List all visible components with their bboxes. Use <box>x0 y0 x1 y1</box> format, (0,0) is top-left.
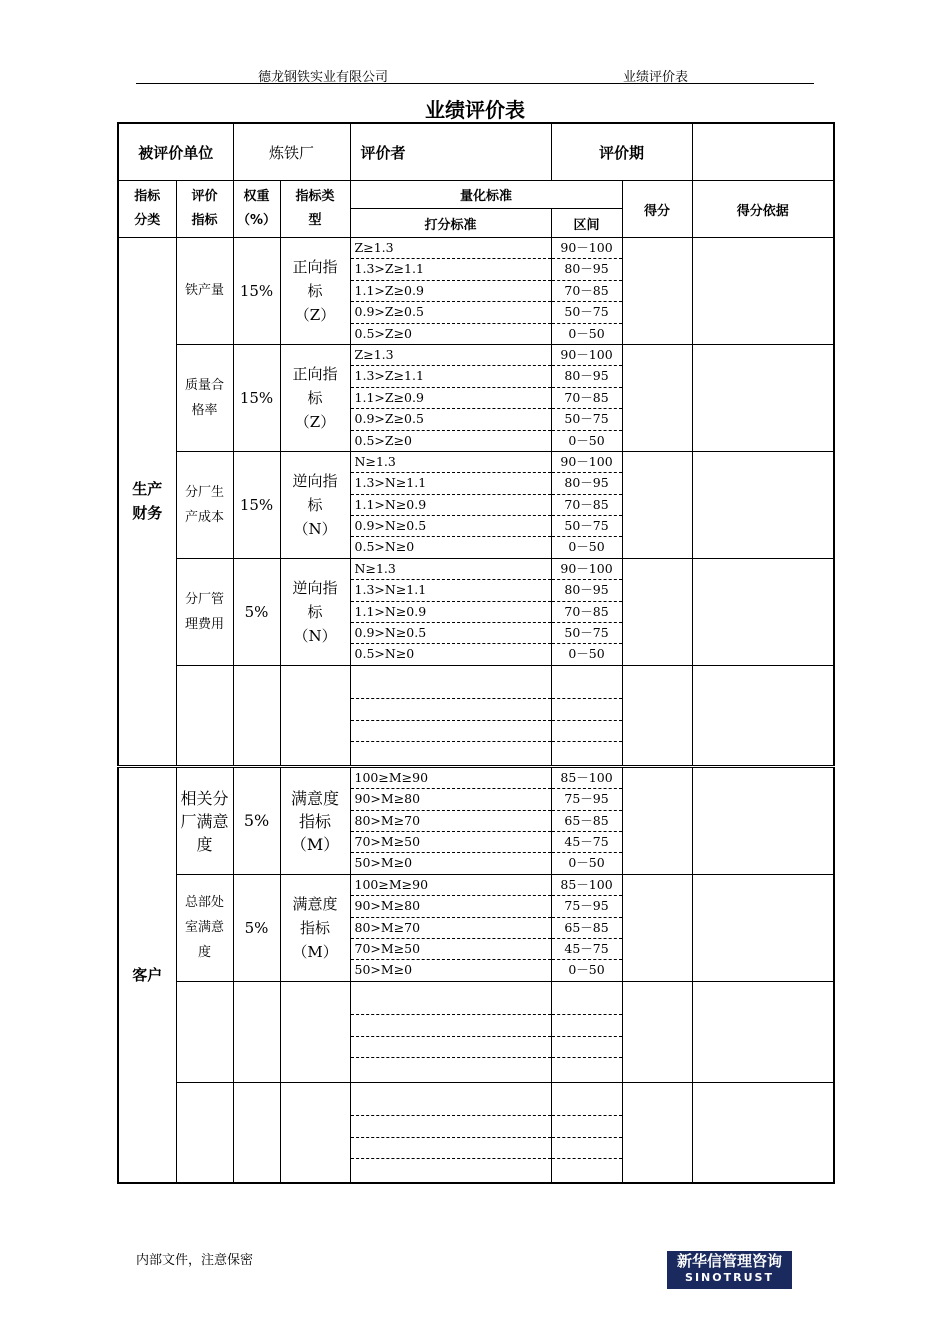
scoring-standard <box>350 451 551 558</box>
indicator-name[interactable] <box>176 981 233 1082</box>
standard-line: 0.9>Z≥0.5 <box>351 302 551 323</box>
indicator-type: 逆向指 标 （N） <box>280 451 350 558</box>
blank-line <box>552 1095 622 1116</box>
blank-line <box>351 1015 551 1036</box>
table-row <box>118 1082 834 1183</box>
weight-value: 5% <box>233 558 280 665</box>
confidential-note: 内部文件，注意保密 <box>136 1253 254 1268</box>
indicator-name[interactable] <box>176 665 233 766</box>
score-cell[interactable] <box>622 451 692 558</box>
standard-line: 65－85 <box>552 811 622 832</box>
standard-line: 0.5>Z≥0 <box>354 432 412 448</box>
blank-line <box>351 1138 551 1159</box>
table-row <box>118 451 834 558</box>
basis-cell[interactable] <box>692 1082 834 1183</box>
blank-line <box>552 1159 622 1179</box>
table-row <box>118 981 834 1082</box>
blank-line <box>552 1138 622 1159</box>
weight-value: 5% <box>233 766 280 874</box>
standard-line: 80－95 <box>552 366 622 387</box>
indicator-type: 满意度 指标 （M） <box>280 766 350 874</box>
weight-value: 15% <box>233 451 280 558</box>
scoring-standard <box>350 874 551 981</box>
standard-line: 65－85 <box>552 918 622 939</box>
column-header-row-1 <box>118 181 834 209</box>
standard-line: 90－100 <box>552 452 622 473</box>
indicator-name: 分厂管 理费用 <box>176 558 233 665</box>
standard-line: 50>M≥0 <box>354 962 413 978</box>
sinotrust-logo: 新华信管理咨询 SINOTRUST <box>667 1251 792 1289</box>
range-values <box>551 766 622 874</box>
standard-line: 1.1>N≥0.9 <box>351 495 551 516</box>
standard-line: 80>M≥70 <box>351 918 551 939</box>
indicator-name: 相关分 厂满意 度 <box>176 766 233 874</box>
indicator-name[interactable] <box>176 1082 233 1183</box>
standard-line: 0－50 <box>568 646 605 662</box>
blank-line <box>552 721 622 742</box>
blank-line <box>552 678 622 699</box>
standard-line: 80－95 <box>552 259 622 280</box>
blank-line <box>351 1058 551 1078</box>
col-scoring: 打分标准 <box>350 209 551 238</box>
range-values[interactable] <box>551 1082 622 1183</box>
score-cell[interactable] <box>622 344 692 451</box>
standard-line: 80－95 <box>552 473 622 494</box>
header-doc-title: 业绩评价表 <box>623 70 689 85</box>
period-value[interactable] <box>692 123 834 181</box>
table-row <box>118 766 834 874</box>
standard-line: 50－75 <box>552 409 622 430</box>
range-values <box>551 558 622 665</box>
blank-line <box>552 1037 622 1058</box>
table-row <box>118 665 834 766</box>
standard-line: 0－50 <box>568 962 605 978</box>
indicator-type: 正向指 标 （Z） <box>280 344 350 451</box>
basis-cell[interactable] <box>692 558 834 665</box>
score-cell[interactable] <box>622 874 692 981</box>
standard-line: 1.1>Z≥0.9 <box>351 281 551 302</box>
range-values[interactable] <box>551 665 622 766</box>
basis-cell[interactable] <box>692 344 834 451</box>
category-production: 生产 财务 <box>118 238 176 767</box>
standard-line: 70－85 <box>552 281 622 302</box>
weight-value[interactable] <box>233 665 280 766</box>
table-row <box>118 238 834 345</box>
indicator-name: 总部处 室满意 度 <box>176 874 233 981</box>
scoring-standard[interactable] <box>350 981 551 1082</box>
standard-line: 1.3>Z≥1.1 <box>351 259 551 280</box>
standard-line: 0－50 <box>568 325 605 341</box>
indicator-name: 铁产量 <box>176 238 233 345</box>
standard-line: 0.5>Z≥0 <box>354 325 412 341</box>
standard-line: 90－100 <box>552 345 622 366</box>
standard-line: 100≥M≥90 <box>351 875 551 896</box>
standard-line: 90>M≥80 <box>351 789 551 810</box>
standard-line: 0.5>N≥0 <box>354 539 415 555</box>
standard-line: 1.1>Z≥0.9 <box>351 388 551 409</box>
standard-line: 90－100 <box>552 238 622 259</box>
indicator-type[interactable] <box>280 665 350 766</box>
standard-line: 50－75 <box>552 516 622 537</box>
blank-line <box>351 994 551 1015</box>
indicator-type: 正向指 标 （Z） <box>280 238 350 345</box>
blank-line <box>552 742 622 762</box>
basis-cell[interactable] <box>692 451 834 558</box>
score-cell[interactable] <box>622 1082 692 1183</box>
standard-line: 0.9>N≥0.5 <box>351 623 551 644</box>
standard-line: 70>M≥50 <box>351 832 551 853</box>
range-values <box>551 238 622 345</box>
basis-cell[interactable] <box>692 874 834 981</box>
scoring-standard[interactable] <box>350 665 551 766</box>
standard-line: 50－75 <box>552 623 622 644</box>
standard-line: 90>M≥80 <box>351 896 551 917</box>
col-indicator: 评价 指标 <box>176 181 233 238</box>
weight-value: 15% <box>233 344 280 451</box>
basis-cell[interactable] <box>692 981 834 1082</box>
standard-line: 1.3>Z≥1.1 <box>351 366 551 387</box>
blank-line <box>552 1015 622 1036</box>
score-cell[interactable] <box>622 981 692 1082</box>
blank-line <box>351 678 551 699</box>
info-row <box>118 123 834 181</box>
standard-line: 0－50 <box>568 539 605 555</box>
scoring-standard <box>350 344 551 451</box>
blank-line <box>552 1116 622 1137</box>
blank-line <box>351 1116 551 1137</box>
standard-line: 70>M≥50 <box>351 939 551 960</box>
basis-cell[interactable] <box>692 238 834 345</box>
standard-line: 45－75 <box>552 832 622 853</box>
standard-line: 75－95 <box>552 896 622 917</box>
standard-line: 0.5>N≥0 <box>354 646 415 662</box>
basis-cell[interactable] <box>692 766 834 874</box>
indicator-type: 满意度 指标 （M） <box>280 874 350 981</box>
table-row <box>118 558 834 665</box>
score-cell[interactable] <box>622 665 692 766</box>
score-cell[interactable] <box>622 238 692 345</box>
standard-line: 70－85 <box>552 388 622 409</box>
range-values <box>551 344 622 451</box>
range-values <box>551 451 622 558</box>
basis-cell[interactable] <box>692 665 834 766</box>
scoring-standard <box>350 558 551 665</box>
indicator-type: 逆向指 标 （N） <box>280 558 350 665</box>
standard-line: Z≥1.3 <box>351 345 551 366</box>
evaluation-table <box>117 122 835 1184</box>
standard-line: 1.3>N≥1.1 <box>351 580 551 601</box>
standard-line: 1.3>N≥1.1 <box>351 473 551 494</box>
indicator-name: 分厂生 产成本 <box>176 451 233 558</box>
standard-line: N≥1.3 <box>351 452 551 473</box>
standard-line: 85－100 <box>552 875 622 896</box>
standard-line: 50－75 <box>552 302 622 323</box>
standard-line: 90－100 <box>552 559 622 580</box>
header-company: 德龙钢铁实业有限公司 <box>258 70 389 85</box>
weight-value: 15% <box>233 238 280 345</box>
scoring-standard <box>350 766 551 874</box>
standard-line: 50>M≥0 <box>354 855 413 871</box>
unit-value[interactable]: 炼铁厂 <box>233 123 350 181</box>
category-customer: 客户 <box>118 766 176 1183</box>
standard-line: 1.1>N≥0.9 <box>351 602 551 623</box>
range-values[interactable] <box>551 981 622 1082</box>
blank-line <box>552 1058 622 1078</box>
col-type: 指标类 型 <box>280 181 350 238</box>
standard-line: Z≥1.3 <box>351 238 551 259</box>
header-rule <box>136 83 814 84</box>
weight-value[interactable] <box>233 981 280 1082</box>
table-row <box>118 344 834 451</box>
score-cell[interactable] <box>622 558 692 665</box>
range-values <box>551 874 622 981</box>
scoring-standard[interactable] <box>350 1082 551 1183</box>
standard-line: 0.9>N≥0.5 <box>351 516 551 537</box>
standard-line: 80－95 <box>552 580 622 601</box>
evaluator-label: 评价者 <box>350 123 551 181</box>
standard-line: N≥1.3 <box>351 559 551 580</box>
period-label: 评价期 <box>551 123 692 181</box>
col-score: 得分 <box>622 181 692 238</box>
blank-line <box>552 994 622 1015</box>
standard-line: 75－95 <box>552 789 622 810</box>
weight-value[interactable] <box>233 1082 280 1183</box>
blank-line <box>351 721 551 742</box>
col-basis: 得分依据 <box>692 181 834 238</box>
blank-line <box>351 699 551 720</box>
score-cell[interactable] <box>622 766 692 874</box>
standard-line: 85－100 <box>552 768 622 789</box>
standard-line: 0－50 <box>568 432 605 448</box>
standard-line: 70－85 <box>552 495 622 516</box>
page-title: 业绩评价表 <box>425 98 525 122</box>
scoring-standard <box>350 238 551 345</box>
indicator-type[interactable] <box>280 1082 350 1183</box>
table-row <box>118 874 834 981</box>
indicator-type[interactable] <box>280 981 350 1082</box>
standard-line: 0－50 <box>568 855 605 871</box>
blank-line <box>351 1037 551 1058</box>
indicator-name: 质量合 格率 <box>176 344 233 451</box>
col-weight: 权重 （%） <box>233 181 280 238</box>
standard-line: 0.9>Z≥0.5 <box>351 409 551 430</box>
col-range: 区间 <box>551 209 622 238</box>
weight-value: 5% <box>233 874 280 981</box>
standard-line: 70－85 <box>552 602 622 623</box>
standard-line: 80>M≥70 <box>351 811 551 832</box>
unit-label: 被评价单位 <box>118 123 233 181</box>
blank-line <box>351 1159 551 1179</box>
blank-line <box>351 1095 551 1116</box>
col-category: 指标 分类 <box>118 181 176 238</box>
standard-line: 45－75 <box>552 939 622 960</box>
blank-line <box>351 742 551 762</box>
standard-line: 100≥M≥90 <box>351 768 551 789</box>
blank-line <box>552 699 622 720</box>
col-quant: 量化标准 <box>350 181 622 209</box>
